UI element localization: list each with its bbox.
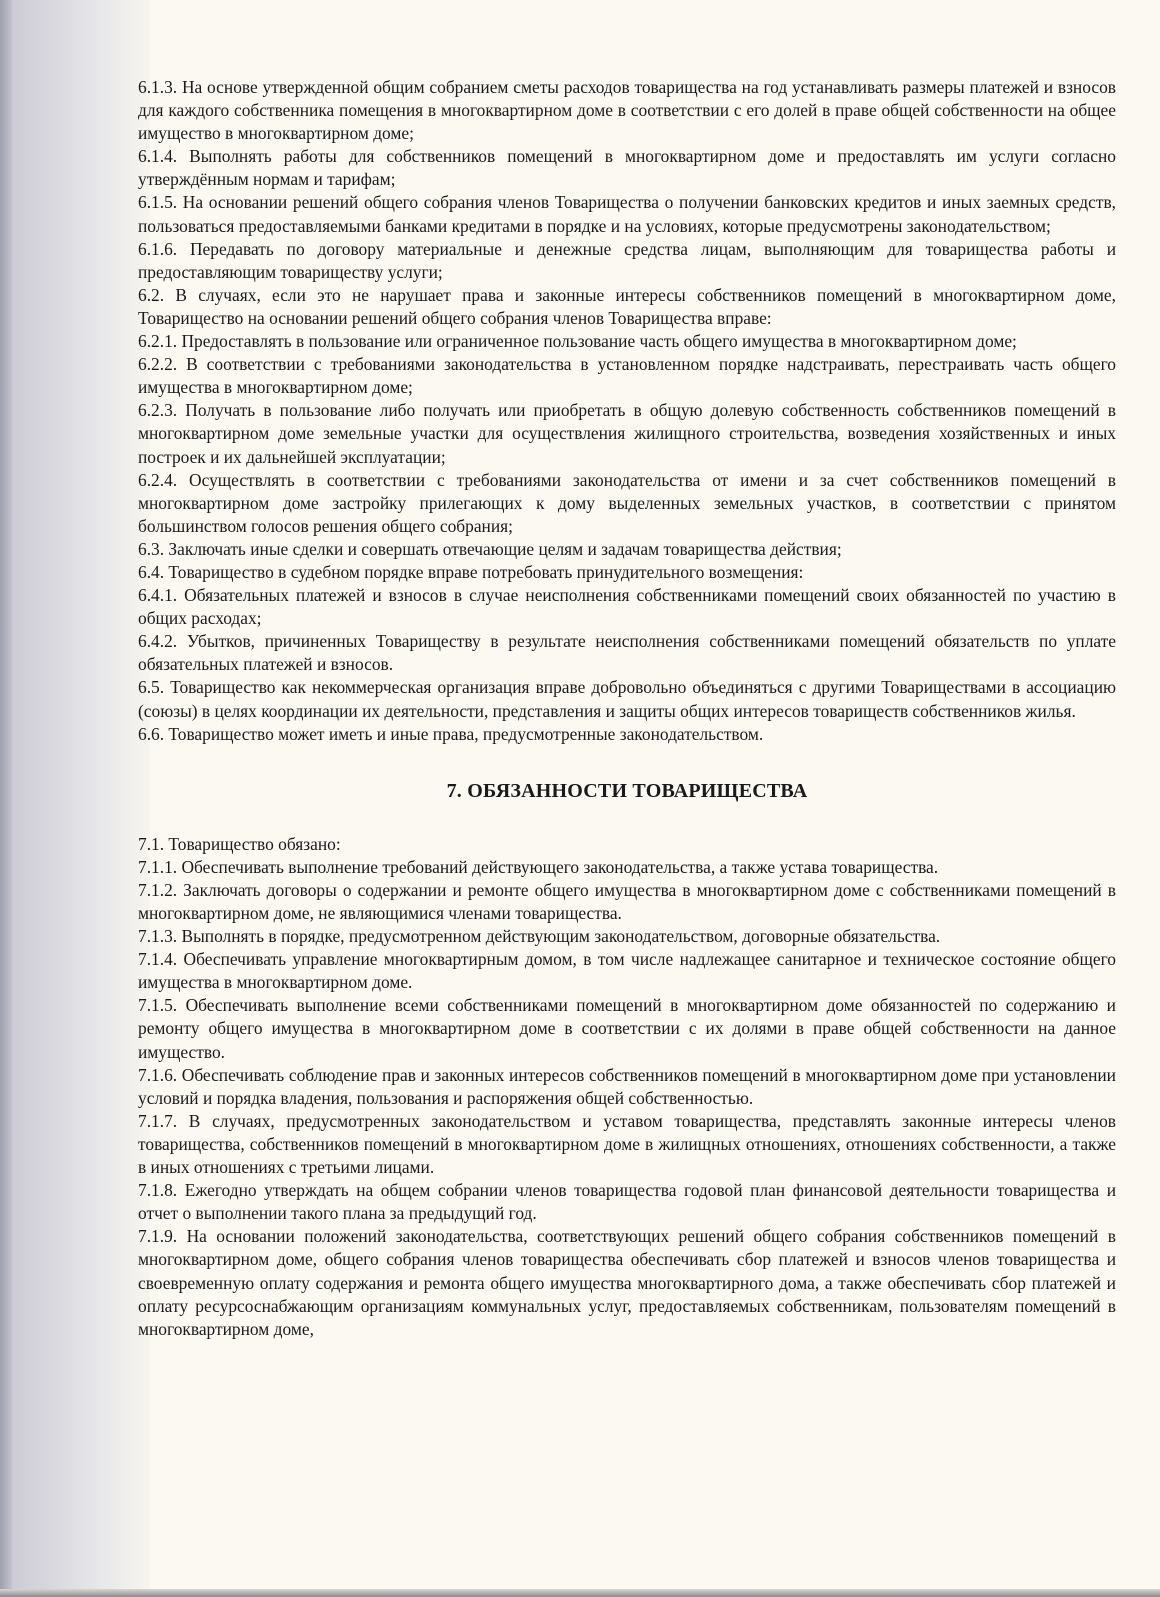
clause-6-2-2: 6.2.2. В соответствии с требованиями законодательства в установленном порядке надстраивать, перестраивать часть общего имущества в многоквартирном доме; xyxy=(138,354,1116,398)
clause-6-6: 6.6. Товарищество может иметь и иные права, предусмотренные законодательством. xyxy=(138,723,764,744)
clause-6-2-4: 6.2.4. Осуществлять в соответствии с требованиями законодательства от имени и за счет собственников помещений в многоквартирном доме застройку прилегающих к дому выделенных земельных участков, в соответствии с принятом большинством голосов решения общего собрания; xyxy=(138,469,1116,536)
clause-6-1-6: 6.1.6. Передавать по договору материальные и денежные средства лицам, выполняющим для товарищества работы и предоставляющим товариществу услуги; xyxy=(138,238,1116,282)
clause-7-1-6: 7.1.6. Обеспечивать соблюдение прав и законных интересов собственников помещений в многоквартирном доме при установлении условий и порядка владения, пользования и распоряжения общей собственностью. xyxy=(138,1064,1116,1108)
clause-7-1-4: 7.1.4. Обеспечивать управление многоквартирным домом, в том числе надлежащее санитарное и техническое состояние общего имущества в многоквартирном доме. xyxy=(138,949,1116,993)
clause-7-1: 7.1. Товарищество обязано: xyxy=(138,833,341,854)
scan-edge xyxy=(0,0,12,1597)
clause-6-3: 6.3. Заключать иные сделки и совершать отвечающие целям и задачам товарищества действия; xyxy=(138,538,842,559)
section-7-obligations xyxy=(138,833,1116,1341)
clause-7-1-3: 7.1.3. Выполнять в порядке, предусмотренном действующим законодательством, договорные обязательства. xyxy=(138,926,941,947)
scan-shadow xyxy=(0,0,150,1597)
document-page xyxy=(138,76,1116,1341)
scan-bottom-edge xyxy=(0,1589,1160,1597)
clause-6-2-1: 6.2.1. Предоставлять в пользование или ограниченное пользование часть общего имущества в многоквартирном доме; xyxy=(138,331,1017,352)
clause-6-5: 6.5. Товарищество как некоммерческая организация вправе добровольно объединяться с другими Товариществами в ассоциацию (союзы) в целях координации их деятельности, представления и защиты общих интересов товариществ собственников жилья. xyxy=(138,677,1116,721)
section-6-rights xyxy=(138,76,1116,746)
clause-7-1-8: 7.1.8. Ежегодно утверждать на общем собрании членов товарищества годовой план финансовой деятельности товарищества и отчет о выполнении такого плана за предыдущий год. xyxy=(138,1180,1116,1224)
clause-6-4-1: 6.4.1. Обязательных платежей и взносов в случае неисполнения собственниками помещений своих обязанностей по участию в общих расходах; xyxy=(138,585,1116,629)
clause-7-1-7: 7.1.7. В случаях, предусмотренных законодательством и уставом товарищества, представлять законные интересы членов товарищества, собственников помещений в многоквартирном доме в жилищных отношениях, отношениях собственности, а также в иных отношениях с третьими лицами. xyxy=(138,1110,1116,1178)
clause-6-4: 6.4. Товарищество в судебном порядке вправе потребовать принудительного возмещения: xyxy=(138,561,804,582)
clause-7-1-9: 7.1.9. На основании положений законодательства, соответствующих решений общего собрания собственников помещений в многоквартирном доме, общего собрания членов товарищества обеспечивать сбор платежей и взносов членов товарищества и своевременную оплату содержания и ремонта общего имущества многоквартирного дома, а также обеспечивать сбор платежей и оплату ресурсоснабжающим организациям коммунальных услуг, предоставляемых собственникам, пользователям помещений в многоквартирном доме, xyxy=(138,1226,1116,1339)
clause-6-2: 6.2. В случаях, если это не нарушает права и законные интересы собственников помещений в многоквартирном доме, Товарищество на основании решений общего собрания членов Товарищества вправе: xyxy=(138,284,1116,328)
clause-7-1-2: 7.1.2. Заключать договоры о содержании и ремонте общего имущества в многоквартирном доме с собственниками помещений в многоквартирном доме, не являющимися членами товарищества. xyxy=(138,879,1116,923)
section-7-title: 7. ОБЯЗАННОСТИ ТОВАРИЩЕСТВА xyxy=(446,779,808,802)
clause-6-1-3: 6.1.3. На основе утвержденной общим собранием сметы расходов товарищества на год устанавливать размеры платежей и взносов для каждого собственника помещения в многоквартирном доме в соответствии с его долей в праве общей собственности на общее имущество в многоквартирном доме; xyxy=(138,77,1116,144)
clause-7-1-5: 7.1.5. Обеспечивать выполнение всеми собственниками помещений в многоквартирном доме обязанностей по содержанию и ремонту общего имущества в многоквартирном доме в соответствии с их долями в праве общей собственности на данное имущество. xyxy=(138,995,1116,1062)
clause-6-1-5: 6.1.5. На основании решений общего собрания членов Товарищества о получении банковских кредитов и иных заемных средств, пользоваться предоставляемыми банками кредитами в порядке и на условиях, которые предусмотрены законодательством; xyxy=(138,192,1116,236)
clause-6-4-2: 6.4.2. Убытков, причиненных Товариществу в результате неисполнения собственниками помещений обязательств по уплате обязательных платежей и взносов. xyxy=(138,631,1116,675)
clause-6-1-4: 6.1.4. Выполнять работы для собственников помещений в многоквартирном доме и предоставлять им услуги согласно утверждённым нормам и тарифам; xyxy=(138,146,1116,190)
clause-7-1-1: 7.1.1. Обеспечивать выполнение требований действующего законодательства, а также устава товарищества. xyxy=(138,856,939,877)
clause-6-2-3: 6.2.3. Получать в пользование либо получать или приобретать в общую долевую собственность собственников помещений в многоквартирном доме земельные участки для осуществления жилищного строительства, возведения хозяйственных и иных построек и их дальнейшей эксплуатации; xyxy=(138,400,1116,467)
